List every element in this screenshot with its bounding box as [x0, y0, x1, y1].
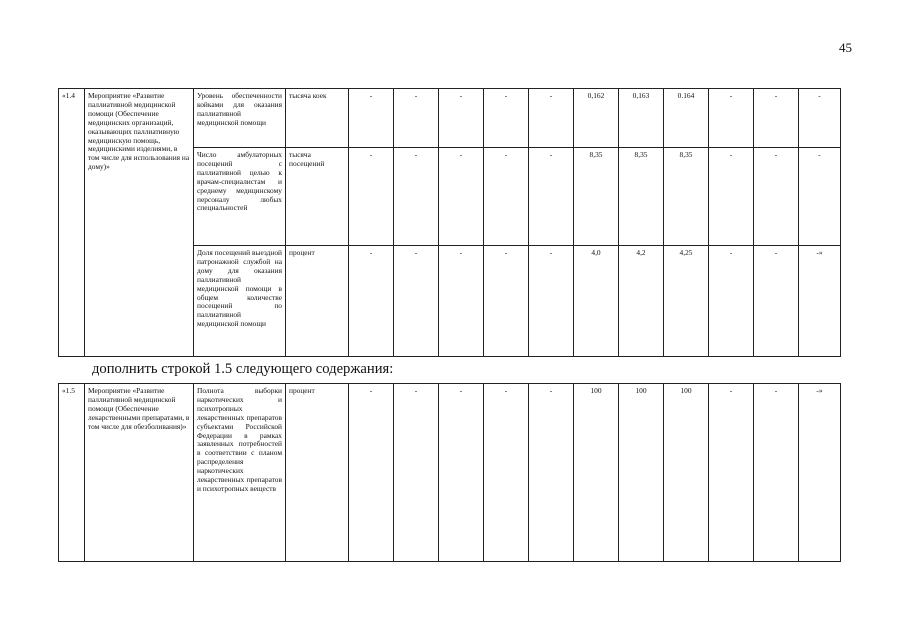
indicator-name: Число амбулаторных посещений с паллиативной целью к врачам-специалистам и среднему медицинскому персоналу любых специальностей — [194, 148, 286, 246]
value-cell: 100 — [574, 384, 619, 562]
value-cell: - — [754, 89, 799, 148]
value-cell: - — [799, 89, 841, 148]
value-cell: - — [709, 148, 754, 246]
value-cell: - — [394, 384, 439, 562]
value-cell: 8,35 — [574, 148, 619, 246]
value-cell: - — [394, 246, 439, 357]
value-cell: - — [754, 246, 799, 357]
value-cell: 8,35 — [619, 148, 664, 246]
value-cell: - — [754, 384, 799, 562]
value-cell: - — [394, 89, 439, 148]
value-cell: 100 — [664, 384, 709, 562]
value-cell: 0,163 — [619, 89, 664, 148]
value-cell: -» — [799, 384, 841, 562]
row-number: «1.5 — [59, 384, 85, 562]
value-cell: - — [484, 148, 529, 246]
value-cell: 8,35 — [664, 148, 709, 246]
value-cell: 100 — [619, 384, 664, 562]
indicators-table-1-5 — [58, 383, 841, 562]
continuation-text: дополнить строкой 1.5 следующего содержания: — [92, 361, 394, 377]
value-cell: 4,25 — [664, 246, 709, 357]
value-cell: - — [439, 384, 484, 562]
value-cell: - — [349, 384, 394, 562]
value-cell: -» — [799, 246, 841, 357]
value-cell: - — [529, 89, 574, 148]
value-cell: - — [439, 89, 484, 148]
value-cell: - — [349, 148, 394, 246]
value-cell: 4,0 — [574, 246, 619, 357]
value-cell: - — [349, 246, 394, 357]
value-cell: 4,2 — [619, 246, 664, 357]
value-cell: - — [529, 384, 574, 562]
value-cell: - — [349, 89, 394, 148]
page-number: 45 — [839, 40, 852, 55]
value-cell: - — [484, 89, 529, 148]
value-cell: - — [529, 148, 574, 246]
value-cell: - — [799, 148, 841, 246]
indicator-name: Уровень обеспеченности койками для оказания паллиативной медицинской помощи — [194, 89, 286, 148]
table-row — [59, 384, 841, 562]
activity-name: Мероприятие «Развитие паллиативной медицинской помощи (Обеспечение лекарственными препаратами, в том числе для обезболивания)» — [85, 384, 194, 562]
indicators-table-1-4 — [58, 88, 841, 357]
indicator-name: Полнота выборки наркотических и психотропных лекарственных препаратов субъектами Российской Федерации в рамках заявленных потребностей в соответствии с планом распределения наркотических лекарственных препаратов и психотропных веществ — [194, 384, 286, 562]
value-cell: - — [754, 148, 799, 246]
value-cell: - — [709, 89, 754, 148]
indicator-unit: тысяча посещений — [286, 148, 349, 246]
value-cell: - — [709, 246, 754, 357]
value-cell: - — [484, 384, 529, 562]
activity-name: Мероприятие «Развитие паллиативной медицинской помощи (Обеспечение медицинских организаций, оказывающих паллиативную медицинскую помощь, медицинскими изделиями, в том числе для использования на дому)» — [85, 89, 194, 357]
indicator-unit: процент — [286, 384, 349, 562]
value-cell: - — [394, 148, 439, 246]
value-cell: 0,162 — [574, 89, 619, 148]
value-cell: - — [439, 148, 484, 246]
table-row — [59, 89, 841, 148]
row-number: «1.4 — [59, 89, 85, 357]
indicator-name: Доля посещений выездной патронажной службой на дому для оказания паллиативной медицинской помощи в общем количестве посещений по паллиативной медицинской помощи — [194, 246, 286, 357]
value-cell: - — [439, 246, 484, 357]
value-cell: - — [484, 246, 529, 357]
value-cell: 0.164 — [664, 89, 709, 148]
value-cell: - — [709, 384, 754, 562]
value-cell: - — [529, 246, 574, 357]
indicator-unit: тысяча коек — [286, 89, 349, 148]
indicator-unit: процент — [286, 246, 349, 357]
